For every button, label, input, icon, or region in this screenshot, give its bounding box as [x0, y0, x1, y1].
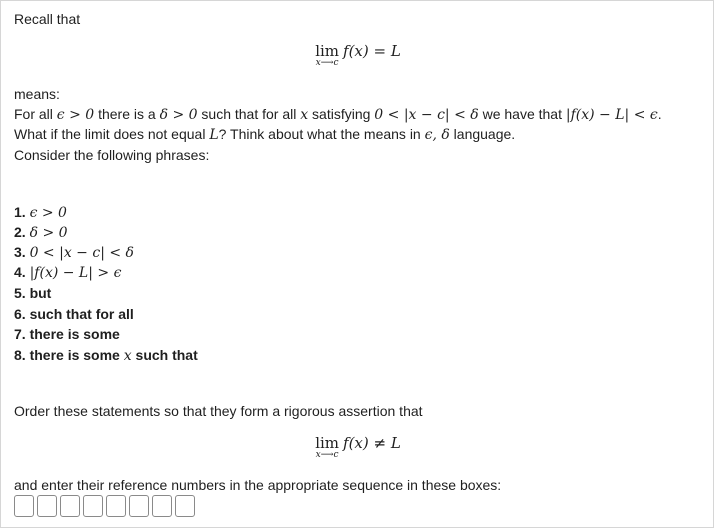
- answer-box-5[interactable]: [106, 495, 126, 517]
- answer-box-7[interactable]: [152, 495, 172, 517]
- enter-instruction: and enter their reference numbers in the appropriate sequence in these boxes:: [14, 477, 502, 493]
- lim-subscript: x⟶c: [315, 58, 339, 68]
- phrase-7: 7. there is some: [14, 326, 120, 342]
- lim-word: lim: [315, 434, 340, 452]
- answer-box-4[interactable]: [83, 495, 103, 517]
- phrase-3: 3. 0 < |x − c| < δ: [14, 244, 134, 261]
- answer-box-3[interactable]: [60, 495, 80, 517]
- order-instruction: Order these statements so that they form a rigorous assertion that: [14, 403, 423, 419]
- answer-box-6[interactable]: [129, 495, 149, 517]
- phrase-1: 1. ϵ > 0: [14, 204, 67, 221]
- answer-boxes: [14, 495, 195, 517]
- phrase-2: 2. δ > 0: [14, 224, 68, 241]
- limit-display-not-equal: [0, 435, 716, 460]
- limit-expression: f(x) ≠ L: [343, 434, 401, 452]
- recall-text: Recall that: [14, 11, 81, 27]
- answer-box-2[interactable]: [37, 495, 57, 517]
- question-text: What if the limit does not equal L? Think about what the means in ϵ, δ language.: [14, 126, 516, 143]
- consider-text: Consider the following phrases:: [14, 147, 210, 163]
- lim-subscript: x⟶c: [315, 450, 339, 460]
- limit-display-equal: [0, 43, 716, 68]
- definition-text: For all ϵ > 0 there is a δ > 0 such that for all x satisfying 0 < |x − c| < δ we have that |f(x) − L| < ϵ.: [14, 106, 662, 123]
- answer-box-8[interactable]: [175, 495, 195, 517]
- phrase-8: 8. there is some x such that: [14, 347, 198, 364]
- answer-box-1[interactable]: [14, 495, 34, 517]
- phrase-5: 5. but: [14, 285, 52, 301]
- limit-expression: f(x) = L: [343, 42, 401, 60]
- phrase-4: 4. |f(x) − L| > ϵ: [14, 264, 122, 281]
- phrase-6: 6. such that for all: [14, 306, 134, 322]
- lim-word: lim: [315, 42, 340, 60]
- means-text: means:: [14, 86, 60, 102]
